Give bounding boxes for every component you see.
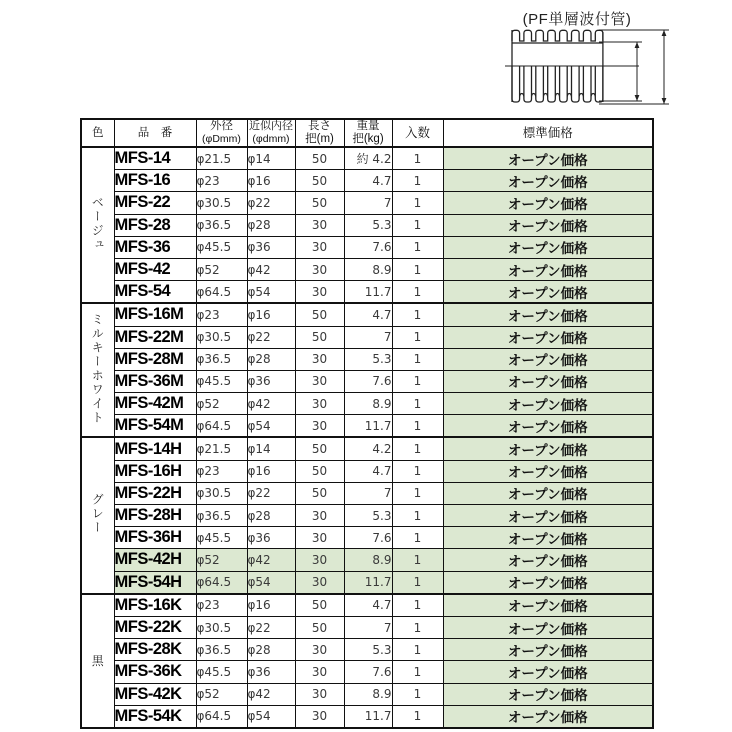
inner-dia-cell: φ28	[247, 639, 295, 661]
outer-dia-cell: φ36.5	[196, 348, 247, 370]
part-no-cell: MFS-42M	[114, 393, 196, 415]
outer-dia-cell: φ21.5	[196, 147, 247, 170]
inner-dia-cell: φ14	[247, 147, 295, 170]
weight-cell: 8.9	[344, 683, 392, 705]
inner-dia-cell: φ54	[247, 705, 295, 728]
outer-dia-cell: φ21.5	[196, 437, 247, 460]
part-no-cell: MFS-16M	[114, 303, 196, 326]
table-row	[81, 661, 653, 683]
table-row	[81, 437, 653, 460]
inner-dia-cell: φ54	[247, 571, 295, 594]
spec-table-body	[81, 147, 653, 728]
outer-dia-cell: φ45.5	[196, 527, 247, 549]
length-cell: 30	[295, 236, 344, 258]
part-no-cell: MFS-16K	[114, 594, 196, 617]
outer-dia-cell: φ23	[196, 303, 247, 326]
length-cell: 30	[295, 571, 344, 594]
inner-dia-cell: φ28	[247, 214, 295, 236]
inner-dia-arrowhead-top	[635, 42, 640, 48]
color-group-cell	[81, 437, 114, 593]
length-cell: 50	[295, 192, 344, 214]
color-group-label: ミルキーホワイト	[90, 312, 105, 425]
qty-cell: 1	[392, 661, 443, 683]
inner-dia-cell: φ16	[247, 170, 295, 192]
part-no-cell: MFS-42H	[114, 549, 196, 571]
length-cell: 30	[295, 683, 344, 705]
price-cell: オープン価格	[443, 214, 653, 236]
table-row	[81, 214, 653, 236]
col-header-length	[295, 119, 344, 147]
price-cell: オープン価格	[443, 370, 653, 392]
col-header-weight-line2: 把(kg)	[352, 133, 384, 145]
length-cell: 30	[295, 281, 344, 304]
outer-dia-cell: φ64.5	[196, 571, 247, 594]
weight-cell: 11.7	[344, 281, 392, 304]
length-cell: 30	[295, 705, 344, 728]
length-cell: 30	[295, 348, 344, 370]
length-cell: 50	[295, 594, 344, 617]
price-cell: オープン価格	[443, 527, 653, 549]
col-header-part-no: 品 番	[114, 119, 196, 147]
price-cell: オープン価格	[443, 594, 653, 617]
part-no-cell: MFS-16	[114, 170, 196, 192]
inner-dia-cell: φ54	[247, 281, 295, 304]
outer-dia-cell: φ30.5	[196, 482, 247, 504]
part-no-cell: MFS-28M	[114, 348, 196, 370]
outer-dia-arrowhead-top	[662, 30, 667, 36]
part-no-cell: MFS-14H	[114, 437, 196, 460]
col-header-outer-dia	[196, 119, 247, 147]
table-row	[81, 639, 653, 661]
table-row	[81, 527, 653, 549]
table-row	[81, 460, 653, 482]
part-no-cell: MFS-22K	[114, 616, 196, 638]
price-cell: オープン価格	[443, 683, 653, 705]
price-cell: オープン価格	[443, 192, 653, 214]
qty-cell: 1	[392, 326, 443, 348]
length-cell: 50	[295, 326, 344, 348]
part-no-cell: MFS-22M	[114, 326, 196, 348]
qty-cell: 1	[392, 258, 443, 280]
table-row	[81, 236, 653, 258]
pipe-caption: (PF単層波付管)	[522, 11, 632, 28]
qty-cell: 1	[392, 370, 443, 392]
table-row	[81, 348, 653, 370]
inner-dia-cell: φ42	[247, 683, 295, 705]
qty-cell: 1	[392, 482, 443, 504]
qty-cell: 1	[392, 170, 443, 192]
part-no-cell: MFS-36M	[114, 370, 196, 392]
table-row	[81, 192, 653, 214]
qty-cell: 1	[392, 549, 443, 571]
outer-dia-cell: φ23	[196, 460, 247, 482]
qty-cell: 1	[392, 303, 443, 326]
part-no-cell: MFS-54H	[114, 571, 196, 594]
weight-cell: 11.7	[344, 415, 392, 438]
part-no-cell: MFS-22H	[114, 482, 196, 504]
length-cell: 30	[295, 258, 344, 280]
weight-cell: 7.6	[344, 236, 392, 258]
inner-dia-cell: φ28	[247, 505, 295, 527]
table-row	[81, 594, 653, 617]
qty-cell: 1	[392, 236, 443, 258]
price-cell: オープン価格	[443, 549, 653, 571]
inner-dia-cell: φ42	[247, 258, 295, 280]
inner-dia-cell: φ42	[247, 393, 295, 415]
qty-cell: 1	[392, 616, 443, 638]
price-cell: オープン価格	[443, 616, 653, 638]
color-group-label: グレー	[90, 493, 105, 536]
outer-dia-cell: φ64.5	[196, 415, 247, 438]
length-cell: 30	[295, 415, 344, 438]
part-no-cell: MFS-54	[114, 281, 196, 304]
price-cell: オープン価格	[443, 147, 653, 170]
corrugation-top-path	[512, 30, 603, 41]
length-cell: 30	[295, 393, 344, 415]
weight-cell: 7.6	[344, 661, 392, 683]
price-cell: オープン価格	[443, 170, 653, 192]
col-header-qty: 入数	[392, 119, 443, 147]
inner-dia-cell: φ16	[247, 594, 295, 617]
weight-cell: 7.6	[344, 370, 392, 392]
inner-dia-cell: φ36	[247, 370, 295, 392]
length-cell: 50	[295, 303, 344, 326]
qty-cell: 1	[392, 594, 443, 617]
outer-dia-cell: φ36.5	[196, 505, 247, 527]
length-cell: 50	[295, 437, 344, 460]
table-row	[81, 147, 653, 170]
part-no-cell: MFS-54K	[114, 705, 196, 728]
inner-dia-cell: φ36	[247, 661, 295, 683]
table-row	[81, 616, 653, 638]
qty-cell: 1	[392, 571, 443, 594]
weight-cell: 5.3	[344, 214, 392, 236]
qty-cell: 1	[392, 214, 443, 236]
outer-dia-cell: φ30.5	[196, 616, 247, 638]
part-no-cell: MFS-36	[114, 236, 196, 258]
inner-dia-cell: φ42	[247, 549, 295, 571]
table-row	[81, 326, 653, 348]
outer-dia-cell: φ36.5	[196, 639, 247, 661]
col-header-inner-dia-line1: 近似内径	[249, 120, 293, 133]
spec-table	[80, 118, 654, 729]
table-row	[81, 482, 653, 504]
outer-dia-cell: φ52	[196, 258, 247, 280]
length-cell: 30	[295, 370, 344, 392]
price-cell: オープン価格	[443, 281, 653, 304]
qty-cell: 1	[392, 639, 443, 661]
price-cell: オープン価格	[443, 639, 653, 661]
part-no-cell: MFS-28	[114, 214, 196, 236]
inner-dia-cell: φ22	[247, 616, 295, 638]
corrugation-section-path	[512, 66, 603, 102]
table-row	[81, 415, 653, 438]
weight-cell: 7	[344, 616, 392, 638]
qty-cell: 1	[392, 705, 443, 728]
table-row	[81, 393, 653, 415]
price-cell: オープン価格	[443, 303, 653, 326]
price-cell: オープン価格	[443, 571, 653, 594]
qty-cell: 1	[392, 460, 443, 482]
qty-cell: 1	[392, 683, 443, 705]
col-header-inner-dia-line2: (φdmm)	[252, 132, 290, 145]
length-cell: 30	[295, 549, 344, 571]
outer-dia-cell: φ23	[196, 170, 247, 192]
weight-cell: 7.6	[344, 527, 392, 549]
part-no-cell: MFS-28H	[114, 505, 196, 527]
outer-dia-cell: φ52	[196, 549, 247, 571]
weight-cell: 4.7	[344, 303, 392, 326]
price-cell: オープン価格	[443, 415, 653, 438]
part-no-cell: MFS-42K	[114, 683, 196, 705]
price-cell: オープン価格	[443, 326, 653, 348]
table-row	[81, 303, 653, 326]
col-header-weight-line1: 重量	[356, 120, 380, 133]
weight-cell: 11.7	[344, 571, 392, 594]
length-cell: 50	[295, 616, 344, 638]
qty-cell: 1	[392, 415, 443, 438]
outer-dia-cell: φ52	[196, 683, 247, 705]
col-header-length-line2: 把(m)	[305, 133, 334, 145]
color-group-cell	[81, 594, 114, 728]
price-cell: オープン価格	[443, 393, 653, 415]
table-row	[81, 370, 653, 392]
length-cell: 30	[295, 639, 344, 661]
qty-cell: 1	[392, 505, 443, 527]
outer-dia-cell: φ45.5	[196, 370, 247, 392]
weight-cell: 4.2	[344, 437, 392, 460]
part-no-cell: MFS-36H	[114, 527, 196, 549]
pipe-diagram-svg	[495, 26, 700, 120]
price-cell: オープン価格	[443, 258, 653, 280]
color-group-label: ベージュ	[90, 195, 105, 252]
qty-cell: 1	[392, 437, 443, 460]
col-header-inner-dia	[247, 119, 295, 147]
table-row	[81, 571, 653, 594]
color-group-cell	[81, 147, 114, 303]
inner-dia-cell: φ16	[247, 303, 295, 326]
inner-dia-cell: φ28	[247, 348, 295, 370]
weight-cell: 4.7	[344, 460, 392, 482]
weight-cell: 11.7	[344, 705, 392, 728]
part-no-cell: MFS-36K	[114, 661, 196, 683]
inner-dia-cell: φ22	[247, 192, 295, 214]
outer-dia-cell: φ23	[196, 594, 247, 617]
inner-dia-cell: φ16	[247, 460, 295, 482]
weight-cell: 8.9	[344, 258, 392, 280]
table-row	[81, 170, 653, 192]
qty-cell: 1	[392, 192, 443, 214]
inner-dia-cell: φ36	[247, 527, 295, 549]
outer-dia-cell: φ64.5	[196, 281, 247, 304]
outer-dia-cell: φ45.5	[196, 236, 247, 258]
length-cell: 50	[295, 170, 344, 192]
length-cell: 30	[295, 214, 344, 236]
col-header-color: 色	[81, 119, 114, 147]
qty-cell: 1	[392, 393, 443, 415]
length-cell: 30	[295, 527, 344, 549]
col-header-price: 標準価格	[443, 119, 653, 147]
weight-cell: 5.3	[344, 505, 392, 527]
inner-dia-cell: φ36	[247, 236, 295, 258]
weight-cell: 7	[344, 326, 392, 348]
outer-dia-arrowhead-bottom	[662, 98, 667, 104]
color-group-label: 黒	[91, 654, 104, 669]
color-group-cell	[81, 303, 114, 437]
outer-dia-cell: φ30.5	[196, 326, 247, 348]
col-header-outer-dia-line2: (φDmm)	[202, 133, 241, 145]
col-header-outer-dia-line1: 外径	[210, 120, 233, 133]
weight-cell: 約 4.2	[344, 147, 392, 170]
part-no-cell: MFS-54M	[114, 415, 196, 438]
col-header-weight	[344, 119, 392, 147]
inner-dia-arrowhead-bottom	[635, 95, 640, 101]
weight-cell: 8.9	[344, 393, 392, 415]
weight-cell: 7	[344, 192, 392, 214]
length-cell: 30	[295, 661, 344, 683]
length-cell: 50	[295, 482, 344, 504]
part-no-cell: MFS-16H	[114, 460, 196, 482]
weight-cell: 7	[344, 482, 392, 504]
qty-cell: 1	[392, 348, 443, 370]
inner-dia-cell: φ14	[247, 437, 295, 460]
part-no-cell: MFS-14	[114, 147, 196, 170]
qty-cell: 1	[392, 281, 443, 304]
outer-dia-cell: φ52	[196, 393, 247, 415]
price-cell: オープン価格	[443, 348, 653, 370]
part-no-cell: MFS-42	[114, 258, 196, 280]
outer-dia-cell: φ64.5	[196, 705, 247, 728]
weight-cell: 4.7	[344, 170, 392, 192]
table-row	[81, 549, 653, 571]
price-cell: オープン価格	[443, 437, 653, 460]
table-row	[81, 683, 653, 705]
inner-dia-cell: φ22	[247, 482, 295, 504]
weight-cell: 4.7	[344, 594, 392, 617]
col-header-length-line1: 長さ	[308, 120, 331, 133]
qty-cell: 1	[392, 147, 443, 170]
price-cell: オープン価格	[443, 505, 653, 527]
price-cell: オープン価格	[443, 460, 653, 482]
inner-dia-cell: φ22	[247, 326, 295, 348]
qty-cell: 1	[392, 527, 443, 549]
weight-cell: 5.3	[344, 639, 392, 661]
table-row	[81, 281, 653, 304]
weight-cell: 5.3	[344, 348, 392, 370]
length-cell: 50	[295, 147, 344, 170]
weight-cell: 8.9	[344, 549, 392, 571]
length-cell: 50	[295, 460, 344, 482]
part-no-cell: MFS-28K	[114, 639, 196, 661]
table-row	[81, 505, 653, 527]
price-cell: オープン価格	[443, 482, 653, 504]
table-row	[81, 258, 653, 280]
table-row	[81, 705, 653, 728]
price-cell: オープン価格	[443, 705, 653, 728]
outer-dia-cell: φ30.5	[196, 192, 247, 214]
outer-dia-cell: φ45.5	[196, 661, 247, 683]
outer-dia-cell: φ36.5	[196, 214, 247, 236]
length-cell: 30	[295, 505, 344, 527]
inner-dia-cell: φ54	[247, 415, 295, 438]
part-no-cell: MFS-22	[114, 192, 196, 214]
price-cell: オープン価格	[443, 236, 653, 258]
header-row	[81, 119, 653, 147]
price-cell: オープン価格	[443, 661, 653, 683]
